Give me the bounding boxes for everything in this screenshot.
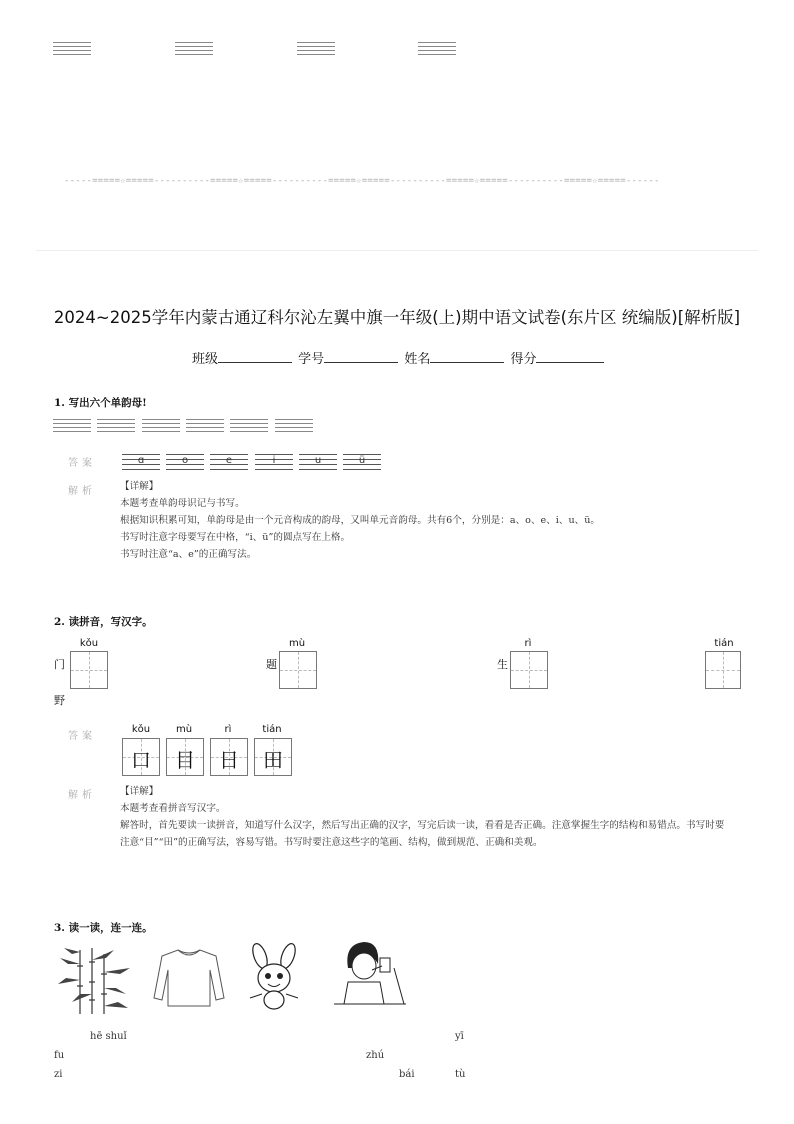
divider	[36, 250, 758, 251]
question-3-heading: 3. 读一读，连一连。	[54, 922, 153, 934]
pinyin-option[interactable]: bái	[399, 1069, 415, 1080]
answer-char: 田	[263, 748, 283, 772]
answer-lines[interactable]	[53, 419, 91, 435]
class-blank[interactable]	[218, 362, 292, 363]
analysis-label: 解析	[68, 486, 96, 497]
pinyin-option[interactable]: yī	[455, 1031, 464, 1042]
answer-vowel: e	[225, 455, 233, 466]
answer-char: 口	[131, 748, 151, 772]
answer-vowel: i	[272, 455, 276, 466]
answer-pinyin: kǒu	[131, 724, 151, 735]
analysis-line: 书写时注意“a、e”的正确写法。	[120, 549, 257, 560]
answer-vowel-box	[210, 452, 248, 470]
name-label: 姓名	[404, 352, 431, 367]
pinyin-label: rì	[524, 638, 532, 649]
question-2-heading: 2. 读拼音，写汉字。	[54, 616, 153, 628]
pinyin-option[interactable]: hē shuǐ	[90, 1031, 127, 1042]
pinyin-option[interactable]: tù	[455, 1069, 466, 1080]
analysis-line: 根据知识积累可知，单韵母是由一个元音构成的韵母，又叫单元音韵母。共有6个，分别是：a、o、e、i、u、ü。	[120, 515, 601, 526]
writing-lines	[175, 42, 213, 58]
answer-tian-box	[166, 738, 204, 776]
bamboo-picture	[52, 944, 136, 1016]
tian-grid-box[interactable]	[705, 651, 741, 689]
page-title: 2024~2025学年内蒙古通辽科尔沁左翼中旗一年级(上)期中语文试卷(东片区 统编版)[解析版]	[53, 308, 741, 327]
girl-drinking-picture	[334, 938, 408, 1010]
answer-vowel: ü	[358, 455, 366, 466]
tian-grid-box[interactable]	[510, 651, 548, 689]
answer-vowel-box	[299, 452, 337, 470]
answer-lines[interactable]	[97, 419, 135, 435]
answer-pinyin: mù	[175, 724, 193, 735]
answer-tian-box	[254, 738, 292, 776]
context-word: 野	[54, 694, 65, 707]
score-blank[interactable]	[536, 362, 604, 363]
answer-vowel-box	[122, 452, 160, 470]
answer-lines[interactable]	[230, 419, 268, 435]
question-1-heading: 1. 写出六个单韵母!	[54, 397, 147, 409]
answer-vowel: o	[181, 455, 189, 466]
student-id-label: 学号	[298, 352, 325, 367]
cut-line-separator: -----=====☆=====----------=====☆=====----------=====☆=====----------=====☆=====----------=====☆=====------	[64, 176, 660, 186]
analysis-line: 【详解】	[120, 786, 159, 797]
analysis-label: 解析	[68, 790, 96, 801]
class-label: 班级	[192, 352, 219, 367]
tian-grid-box[interactable]	[70, 651, 108, 689]
writing-lines	[297, 42, 335, 58]
context-word: 门	[54, 658, 65, 671]
writing-lines	[53, 42, 91, 58]
analysis-line: 解答时，首先要读一读拼音，知道写什么汉字，然后写出正确的汉字，写完后读一读，看看是否正确。注意掌握生字的结构和易错点。书写时要注意“目”“田”的正确写法，容易写错。书写时要注意这些字的笔画、结构，做到规范、正确和美观。	[120, 820, 725, 848]
q1-analysis	[120, 478, 730, 563]
q2-analysis	[120, 783, 730, 851]
analysis-line: 本题考查看拼音写汉字。	[120, 803, 226, 814]
pinyin-option[interactable]: zhú	[366, 1050, 385, 1061]
answer-tian-box	[122, 738, 160, 776]
pinyin-option[interactable]: fu	[54, 1050, 65, 1061]
answer-char: 日	[219, 748, 239, 772]
tian-grid-box[interactable]	[279, 651, 317, 689]
student-id-blank[interactable]	[324, 362, 398, 363]
answer-pinyin: tián	[262, 724, 282, 735]
score-label: 得分	[510, 352, 537, 367]
pinyin-label: tián	[714, 638, 734, 649]
answer-lines[interactable]	[186, 419, 224, 435]
shirt-picture	[152, 946, 226, 1008]
answer-vowel: ɑ	[137, 455, 145, 466]
answer-label: 答案	[68, 458, 96, 469]
pinyin-label: kǒu	[79, 638, 99, 649]
answer-char: 目	[175, 748, 195, 772]
answer-tian-box	[210, 738, 248, 776]
answer-lines[interactable]	[275, 419, 313, 435]
answer-pinyin: rì	[224, 724, 232, 735]
answer-vowel: u	[314, 455, 322, 466]
context-word: 生	[497, 658, 508, 671]
pinyin-option[interactable]: zi	[54, 1069, 63, 1080]
analysis-line: 书写时注意字母要写在中格，“i、ü”的圆点写在上格。	[120, 532, 351, 543]
analysis-line: 【详解】	[120, 481, 159, 492]
answer-vowel-box	[166, 452, 204, 470]
name-blank[interactable]	[430, 362, 504, 363]
rabbit-picture	[240, 942, 310, 1012]
context-word: 题	[266, 658, 277, 671]
answer-vowel-box	[255, 452, 293, 470]
answer-vowel-box	[343, 452, 381, 470]
answer-lines[interactable]	[142, 419, 180, 435]
analysis-line: 本题考查单韵母识记与书写。	[120, 498, 245, 509]
pinyin-label: mù	[288, 638, 306, 649]
writing-lines	[418, 42, 456, 58]
student-info-row	[192, 348, 606, 367]
answer-label: 答案	[68, 731, 96, 742]
